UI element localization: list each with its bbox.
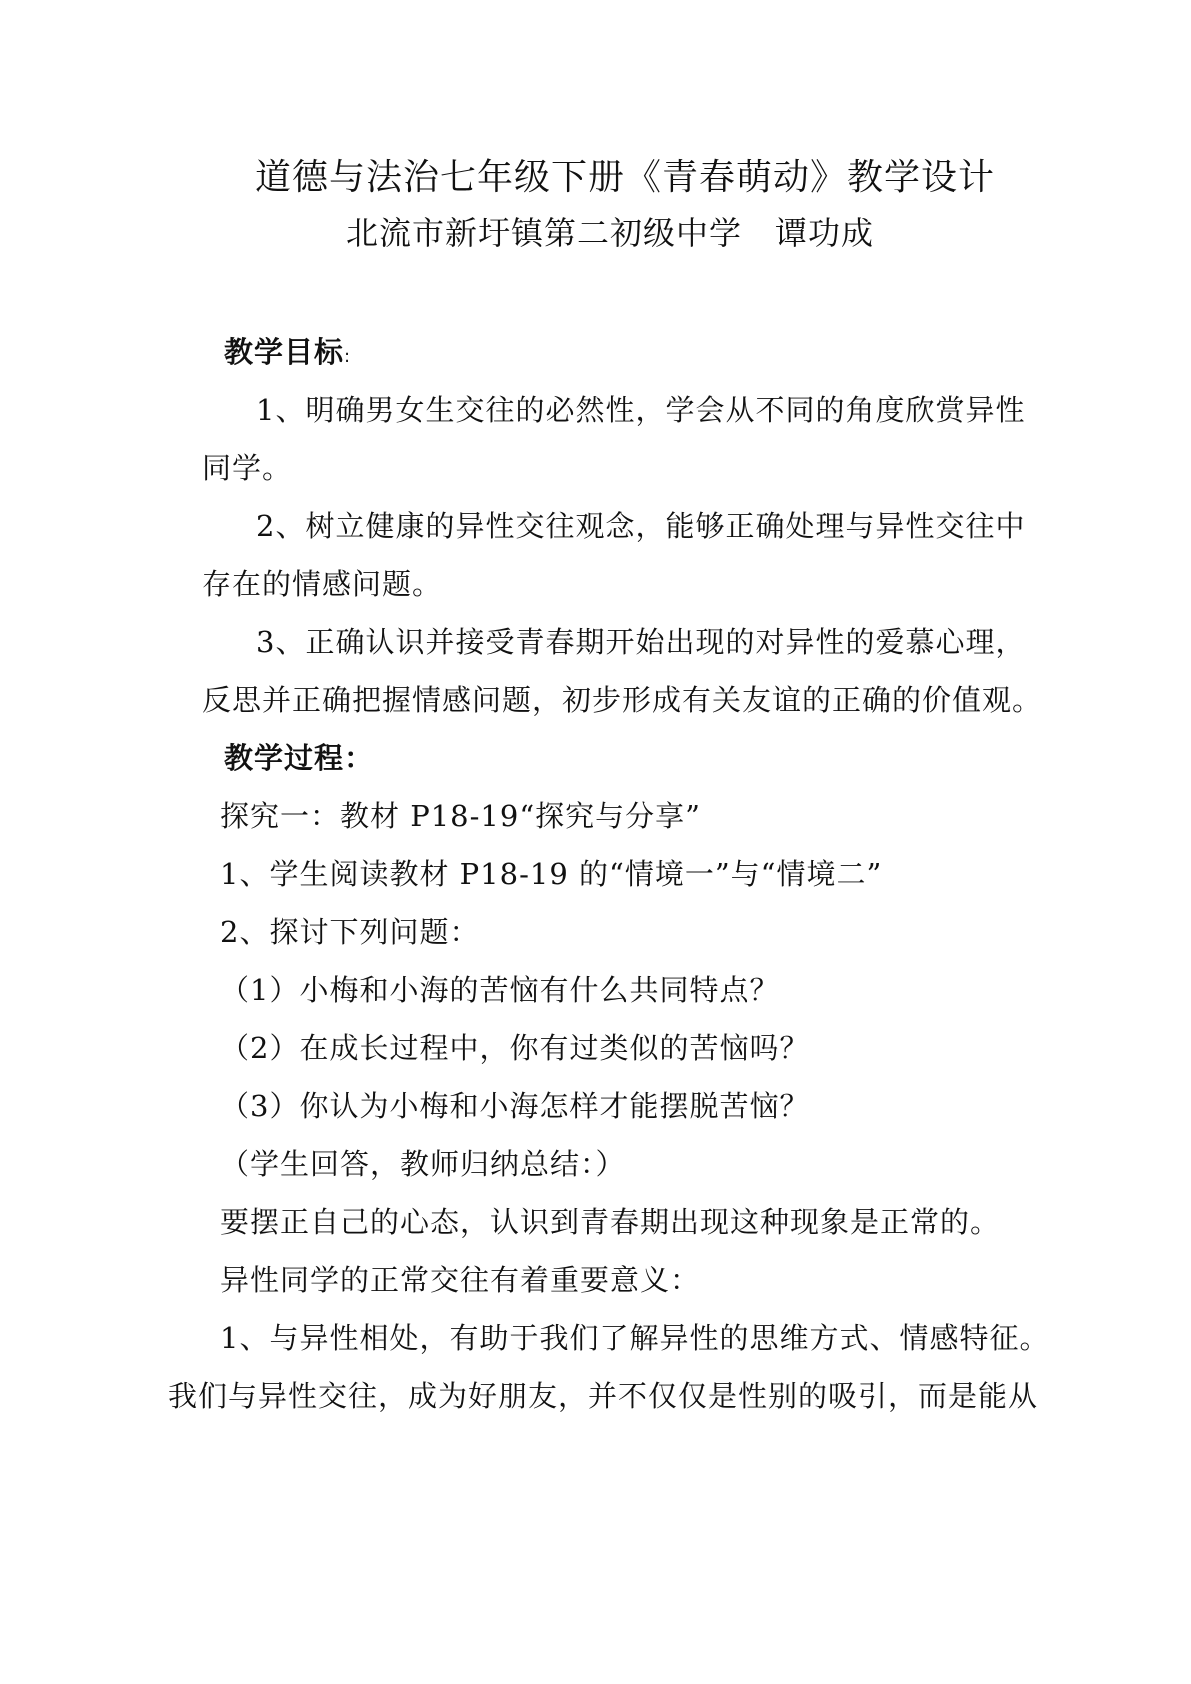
objective-2-line2: 存在的情感问题。 — [202, 567, 443, 601]
summary-note: （学生回答，教师归纳总结：） — [220, 1147, 626, 1181]
objectives-heading-text: 教学目标 — [224, 335, 345, 369]
significance-1-line2: 我们与异性交往，成为好朋友，并不仅仅是性别的吸引，而是能从 — [168, 1379, 1039, 1413]
objective-3-line2: 反思并正确把握情感问题，初步形成有关友谊的正确的价值观。 — [202, 683, 1043, 717]
step-1: 1、学生阅读教材 P18-19 的“情境一”与“情境二” — [220, 857, 883, 891]
objective-1-line2: 同学。 — [202, 451, 293, 485]
author-line: 北流市新圩镇第二初级中学 谭功成 — [346, 214, 875, 252]
document-title: 道德与法治七年级下册《青春萌动》教学设计 — [255, 157, 996, 198]
objectives-heading-colon: : — [344, 346, 352, 367]
point-a: 要摆正自己的心态，认识到青春期出现这种现象是正常的。 — [220, 1205, 1001, 1239]
question-1: （1）小梅和小海的苦恼有什么共同特点？ — [220, 973, 780, 1007]
objective-2-line1: 2、树立健康的异性交往观念，能够正确处理与异性交往中 — [256, 509, 1026, 543]
significance-1-line1: 1、与异性相处，有助于我们了解异性的思维方式、情感特征。 — [220, 1321, 1050, 1355]
step-2: 2、探讨下列问题： — [220, 915, 480, 949]
process-heading: 教学过程： — [224, 741, 375, 775]
objective-1-line1: 1、明确男女生交往的必然性，学会从不同的角度欣赏异性 — [256, 393, 1026, 427]
question-2: （2）在成长过程中，你有过类似的苦恼吗？ — [220, 1031, 810, 1065]
explore-title: 探究一：教材 P18-19“探究与分享” — [220, 799, 701, 833]
question-3: （3）你认为小梅和小海怎样才能摆脱苦恼？ — [220, 1089, 810, 1123]
point-b: 异性同学的正常交往有着重要意义： — [220, 1263, 701, 1297]
objective-3-line1: 3、正确认识并接受青春期开始出现的对异性的爱慕心理， — [256, 625, 1026, 659]
objectives-heading — [224, 332, 351, 377]
